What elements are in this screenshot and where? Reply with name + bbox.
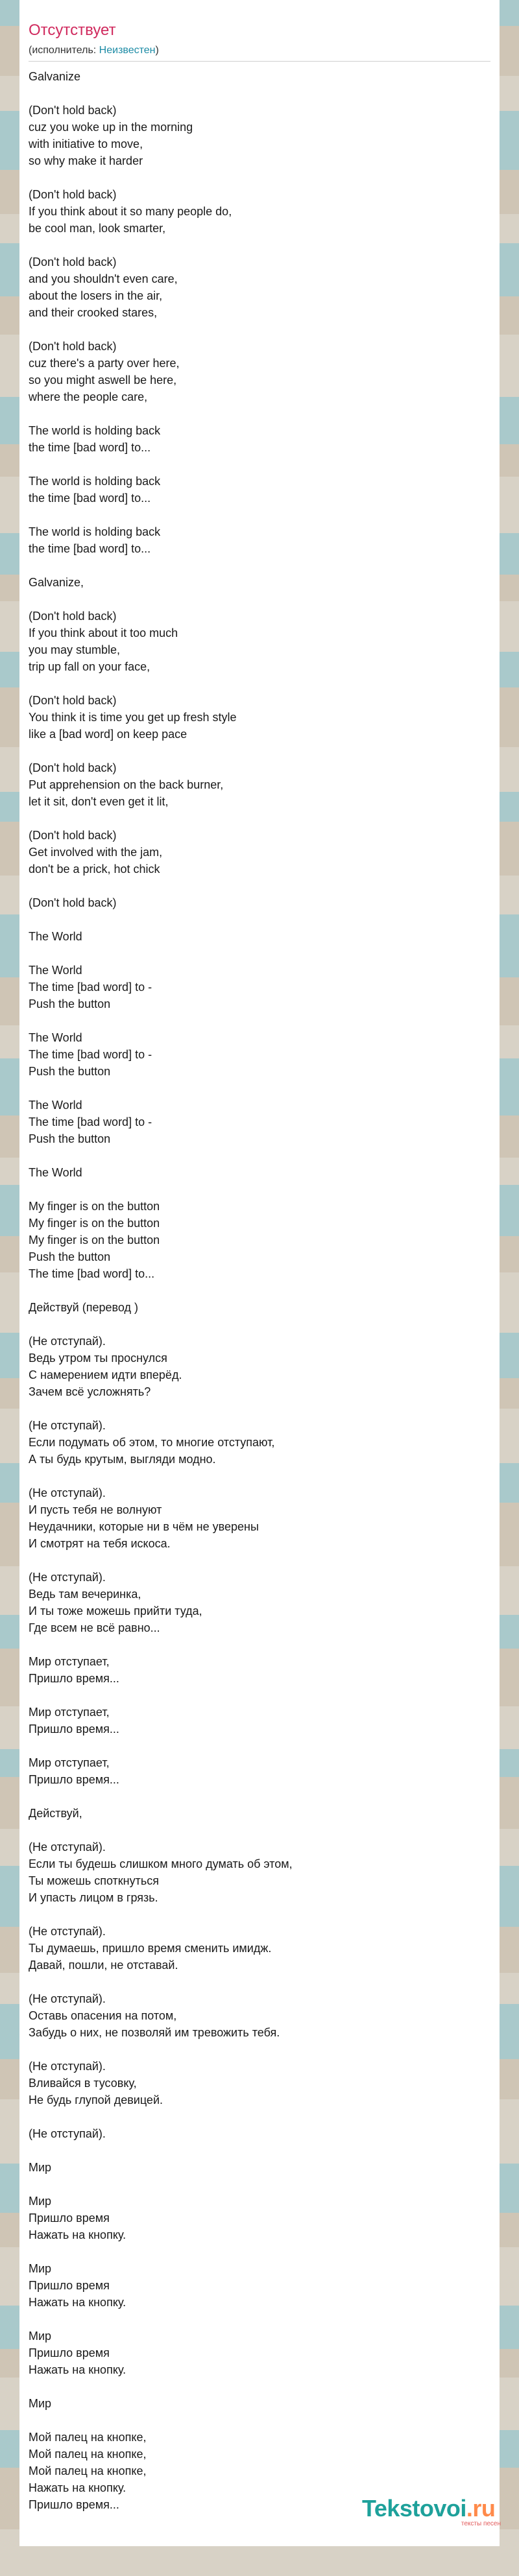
lyric-line: С намерением идти вперёд. — [29, 1368, 182, 1381]
lyric-line: Если ты будешь слишком много думать об этом, — [29, 1857, 293, 1870]
logo-tagline: тексты песен — [461, 2520, 501, 2527]
lyric-line: Мой палец на кнопке, — [29, 2448, 147, 2461]
lyric-line: The time [bad word] to... — [29, 1267, 155, 1280]
lyric-line: My finger is on the button — [29, 1217, 160, 1230]
lyric-line: cuz there's a party over here, — [29, 357, 180, 370]
lyric-line: The World — [29, 1031, 82, 1044]
lyric-line — [29, 1080, 490, 1097]
lyric-line — [29, 1468, 490, 1485]
lyric-line: Пришло время... — [29, 1672, 119, 1685]
lyric-line — [29, 911, 490, 928]
lyric-line: Действуй (перевод ) — [29, 1301, 138, 1314]
lyric-line — [29, 321, 490, 338]
song-title: Отсутствует — [29, 21, 116, 39]
logo-main: Tekstovoi — [362, 2495, 466, 2522]
lyric-line: (Don't hold back) — [29, 761, 117, 774]
lyric-line: If you think about it too much — [29, 626, 178, 639]
lyric-line: А ты будь крутым, выгляди модно. — [29, 1453, 216, 1466]
lyric-line: (Не отступай). — [29, 1841, 106, 1854]
lyric-line — [29, 237, 490, 254]
lyric-line: (Don't hold back) — [29, 694, 117, 707]
lyric-line: Нажать на кнопку. — [29, 2296, 127, 2309]
lyric-line: Мой палец на кнопке, — [29, 2431, 147, 2444]
lyric-line: the time [bad word] to... — [29, 492, 151, 505]
lyric-line: My finger is on the button — [29, 1234, 160, 1246]
lyric-line: Ты можешь споткнуться — [29, 1874, 159, 1887]
lyric-line — [29, 1552, 490, 1569]
lyric-line: Вливайся в тусовку, — [29, 2077, 137, 2090]
lyric-line: Пришло время... — [29, 2498, 119, 2511]
lyric-line — [29, 1974, 490, 1990]
lyric-line — [29, 591, 490, 608]
lyric-line: so why make it harder — [29, 154, 143, 167]
lyric-line: and their crooked stares, — [29, 306, 158, 319]
lyric-line: The World — [29, 930, 82, 943]
lyric-line: (Не отступай). — [29, 2060, 106, 2073]
lyric-line: Мир отступает, — [29, 1706, 110, 1719]
lyric-line: Где всем не всё равно... — [29, 1621, 160, 1634]
lyric-line: Нажать на кнопку. — [29, 2481, 127, 2494]
lyric-line: Мир — [29, 2262, 52, 2275]
lyric-line — [29, 507, 490, 523]
lyric-line: (Don't hold back) — [29, 340, 117, 353]
lyric-line — [29, 743, 490, 759]
lyric-line: about the losers in the air, — [29, 289, 163, 302]
lyric-line: with initiative to move, — [29, 137, 143, 150]
artist-prefix: (исполнитель: — [29, 45, 99, 56]
lyric-line — [29, 1822, 490, 1839]
lyric-line: Мир — [29, 2330, 52, 2343]
lyric-line — [29, 1737, 490, 1754]
lyric-line: Push the button — [29, 1132, 111, 1145]
lyric-line — [29, 85, 490, 102]
site-logo[interactable] — [362, 2496, 505, 2532]
lyric-line: Мир — [29, 2195, 52, 2208]
lyric-line: the time [bad word] to... — [29, 441, 151, 454]
lyric-line: (Не отступай). — [29, 1992, 106, 2005]
lyric-line: Put apprehension on the back burner, — [29, 778, 224, 791]
lyric-line — [29, 810, 490, 827]
lyric-line: (Не отступай). — [29, 1486, 106, 1499]
lyric-line: The World — [29, 1166, 82, 1179]
lyric-line: Galvanize — [29, 70, 81, 83]
lyric-line: The world is holding back — [29, 424, 161, 437]
lyric-line: so you might aswell be here, — [29, 374, 177, 387]
lyric-line — [29, 2412, 490, 2429]
lyric-line: The world is holding back — [29, 475, 161, 488]
lyric-line: Пришло время... — [29, 1723, 119, 1735]
lyric-line — [29, 877, 490, 894]
lyric-line: like a [bad word] on keep pace — [29, 728, 187, 741]
lyric-line: Оставь опасения на потом, — [29, 2009, 177, 2022]
lyric-line — [29, 2142, 490, 2159]
lyric-line: Нажать на кнопку. — [29, 2363, 127, 2376]
lyric-line: Push the button — [29, 1065, 111, 1078]
lyric-line: Если подумать об этом, то многие отступают, — [29, 1436, 275, 1449]
lyric-line — [29, 2378, 490, 2395]
lyric-line: (Don't hold back) — [29, 896, 117, 909]
lyric-line: Не будь глупой девицей. — [29, 2093, 163, 2106]
lyric-line — [29, 1687, 490, 1704]
lyric-line: Пришло время — [29, 2212, 110, 2224]
lyric-line: (Не отступай). — [29, 1419, 106, 1432]
lyric-line: (Don't hold back) — [29, 256, 117, 268]
lyrics-card — [19, 0, 500, 2546]
lyric-line: Push the button — [29, 1250, 111, 1263]
lyric-line: (Don't hold back) — [29, 188, 117, 201]
lyric-line: (Не отступай). — [29, 2127, 106, 2140]
lyric-line — [29, 1181, 490, 1198]
lyric-line — [29, 2243, 490, 2260]
lyric-line: И ты тоже можешь прийти туда, — [29, 1604, 202, 1617]
lyric-line: where the people care, — [29, 390, 148, 403]
lyric-line: My finger is on the button — [29, 1200, 160, 1213]
lyric-line: Мир — [29, 2161, 52, 2174]
lyric-line — [29, 1316, 490, 1333]
lyric-line: И пусть тебя не волнуют — [29, 1503, 162, 1516]
lyric-line: You think it is time you get up fresh style — [29, 711, 237, 724]
lyric-line: If you think about it so many people do, — [29, 205, 232, 218]
lyric-line: (Don't hold back) — [29, 829, 117, 842]
lyric-line — [29, 2311, 490, 2328]
lyric-line: Ты думаешь, пришло время сменить имидж. — [29, 1942, 272, 1955]
lyric-line — [29, 1636, 490, 1653]
lyric-line: И смотрят на тебя искоса. — [29, 1537, 171, 1550]
divider — [29, 61, 490, 62]
artist-suffix: ) — [155, 45, 159, 56]
lyric-line: and you shouldn't even care, — [29, 272, 178, 285]
lyric-line: Действуй, — [29, 1807, 82, 1820]
lyric-line: Ведь там вечеринка, — [29, 1588, 141, 1601]
logo-tld: .ru — [466, 2495, 496, 2522]
lyric-line: Ведь утром ты проснулся — [29, 1352, 167, 1365]
lyric-line: Нажать на кнопку. — [29, 2228, 127, 2241]
lyric-line — [29, 169, 490, 186]
lyric-line: be cool man, look smarter, — [29, 222, 166, 235]
lyric-line: Мир отступает, — [29, 1655, 110, 1668]
lyric-line: Неудачники, которые ни в чём не уверены — [29, 1520, 259, 1533]
lyric-line: (Не отступай). — [29, 1335, 106, 1348]
lyric-line: The World — [29, 1099, 82, 1112]
lyric-line — [29, 945, 490, 962]
lyric-line: (Don't hold back) — [29, 610, 117, 623]
lyric-line — [29, 405, 490, 422]
lyric-line: Пришло время — [29, 2279, 110, 2292]
lyric-line — [29, 1788, 490, 1805]
lyric-line: Мой палец на кнопке, — [29, 2464, 147, 2477]
lyric-line — [29, 1282, 490, 1299]
lyric-line: (Не отступай). — [29, 1571, 106, 1584]
lyric-line — [29, 2108, 490, 2125]
lyric-line: Get involved with the jam, — [29, 846, 163, 859]
lyric-line — [29, 2176, 490, 2193]
lyrics-text — [29, 68, 490, 2513]
lyric-line: The World — [29, 964, 82, 977]
lyric-line — [29, 2041, 490, 2058]
lyric-line: Мир — [29, 2397, 52, 2410]
lyric-line: (Не отступай). — [29, 1925, 106, 1938]
lyric-line — [29, 1400, 490, 1417]
lyric-line: the time [bad word] to... — [29, 542, 151, 555]
lyric-line — [29, 557, 490, 574]
lyric-line — [29, 675, 490, 692]
lyric-line: (Don't hold back) — [29, 104, 117, 117]
lyric-line: Мир отступает, — [29, 1756, 110, 1769]
lyric-line: cuz you woke up in the morning — [29, 121, 193, 134]
lyric-line: И упасть лицом в грязь. — [29, 1891, 158, 1904]
artist-line — [29, 44, 490, 57]
lyric-line: Зачем всё усложнять? — [29, 1385, 151, 1398]
lyric-line: trip up fall on your face, — [29, 660, 151, 673]
lyric-line: The time [bad word] to - — [29, 1115, 152, 1128]
lyric-line: Пришло время — [29, 2346, 110, 2359]
lyric-line: The time [bad word] to - — [29, 981, 152, 994]
lyric-line: Пришло время... — [29, 1773, 119, 1786]
lyric-line: you may stumble, — [29, 643, 121, 656]
lyric-line: The time [bad word] to - — [29, 1048, 152, 1061]
lyric-line — [29, 1147, 490, 1164]
lyric-line: Push the button — [29, 997, 111, 1010]
lyric-line — [29, 456, 490, 473]
lyric-line: Давай, пошли, не отставай. — [29, 1959, 178, 1972]
artist-link[interactable]: Неизвестен — [99, 45, 156, 56]
lyric-line: let it sit, don't even get it lit, — [29, 795, 169, 808]
lyric-line: don't be a prick, hot chick — [29, 863, 160, 876]
lyric-line: Забудь о них, не позволяй им тревожить тебя. — [29, 2026, 280, 2039]
lyric-line: The world is holding back — [29, 525, 161, 538]
lyric-line — [29, 1906, 490, 1923]
lyric-line — [29, 1012, 490, 1029]
lyric-line: Galvanize, — [29, 576, 84, 589]
logo-wordmark — [362, 2496, 505, 2522]
